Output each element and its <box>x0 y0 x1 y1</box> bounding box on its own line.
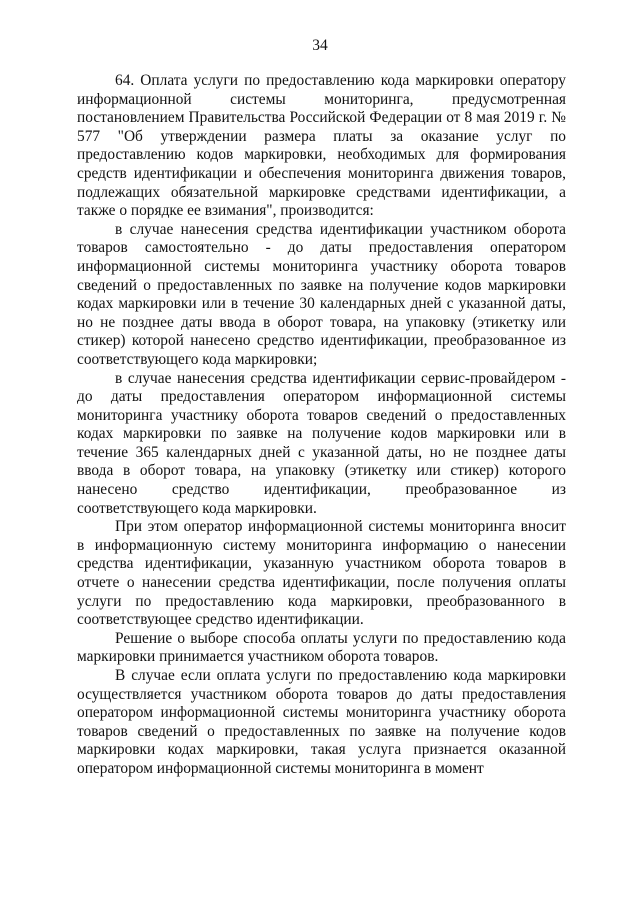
paragraph-service-provider: в случае нанесения средства идентификации сервис-провайдером - до даты предоставления оператором информационной системы мониторинга участнику оборота товаров сведений о предоставленных кодах маркировки по заявке на получение кодов маркировки или в течение 365 календарных дней с указанной даты, но не позднее даты ввода в оборот товара, на упаковку (этикетку или стикер) которого нанесено средство идентификации, преобразованное из соответствующего кода маркировки. <box>77 369 566 517</box>
document-body <box>77 72 566 779</box>
paragraph-prepayment-case: В случае если оплата услуги по предоставлению кода маркировки осуществляется участником оборота товаров до даты предоставления оператором информационной системы мониторинга участнику оборота товаров сведений о предоставленных по заявке на получение кодов маркировки кодах маркировки, такая услуга признается оказанной оператором информационной системы мониторинга в момент <box>77 667 566 777</box>
paragraph-payment-choice: Решение о выборе способа оплаты услуги по предоставлению кода маркировки принимается участником оборота товаров. <box>77 629 566 666</box>
paragraph-self-application: в случае нанесения средства идентификации участником оборота товаров самостоятельно - до даты предоставления оператором информационной системы мониторинга участнику оборота товаров сведений о предоставленных по заявке на получение кодов маркировки кодах маркировки или в течение 30 календарных дней с указанной даты, но не позднее даты ввода в оборот товара, на упаковку (этикетку или стикер) которой нанесено средство идентификации, преобразованное из соответствующего кода маркировки; <box>77 220 566 368</box>
paragraph-operator-records: При этом оператор информационной системы мониторинга вносит в информационную систему мониторинга информацию о нанесении средства идентификации, указанную участником оборота товаров в отчете о нанесении средства идентификации, после получения оплаты услуги по предоставлению кода маркировки, преобразованного в соответствующее средство идентификации. <box>77 518 566 629</box>
page-number: 34 <box>312 37 328 54</box>
paragraph-64-payment: 64. Оплата услуги по предоставлению кода маркировки оператору информационной системы мониторинга, предусмотренная постановлением Правительства Российской Федерации от 8 мая 2019 г. № 577 "Об утверждении размера платы за оказание услуг по предоставлению кодов маркировки, необходимых для формирования средств идентификации и обеспечения мониторинга движения товаров, подлежащих обязательной маркировке средствами идентификации, а также о порядке ее взимания", производится: <box>77 72 566 220</box>
